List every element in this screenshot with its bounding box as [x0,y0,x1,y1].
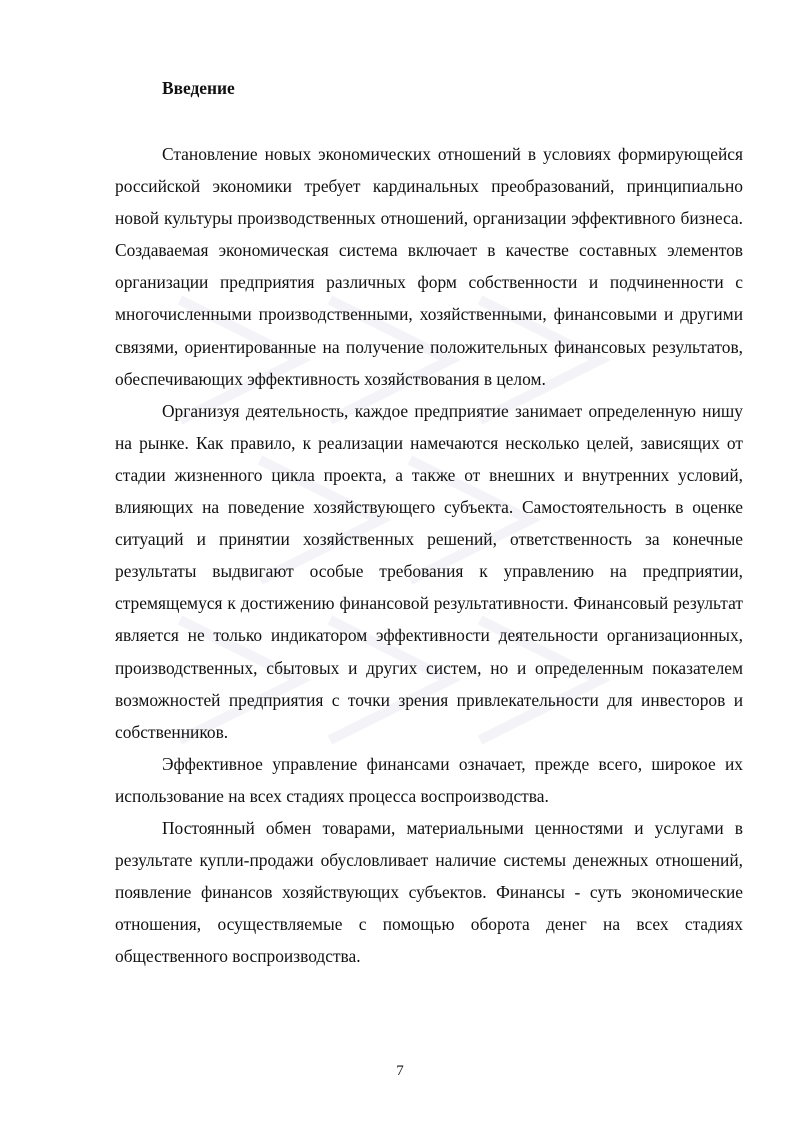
paragraph-1: Становление новых экономических отношений в условиях формирующейся российской экономики требует кардинальных преобразований, принципиально новой культуры производственных отношений, организации эффективного бизнеса. Создаваемая экономическая система включает в качестве составных элементов организации предприятия различных форм собственности и подчиненности с многочисленными производственными, хозяйственными, финансовыми и другими связями, ориентированные на получение положительных финансовых результатов, обеспечивающих эффективность хозяйствования в целом. [115,144,743,389]
paragraph-3: Эффективное управление финансами означает, прежде всего, широкое их использование на всех стадиях процесса воспроизводства. [115,753,743,806]
page-number: 7 [396,1063,404,1079]
section-heading: Введение [162,78,235,98]
paragraph-4: Постоянный обмен товарами, материальными ценностями и услугами в результате купли-продажи обусловливает наличие системы денежных отношений, появление финансов хозяйствующих субъектов. Финансы - суть экономические отношения, осуществляемые с помощью оборота денег на всех стадиях общественного воспроизводства. [115,817,743,967]
heading-spacer [115,102,743,138]
document-body [115,74,743,972]
paragraph-2: Организуя деятельность, каждое предприятие занимает определенную нишу на рынке. Как правило, к реализации намечаются несколько целей, зависящих от стадии жизненного цикла проекта, а также от внешних и внутренних условий, влияющих на поведение хозяйствующего субъекта. Самостоятельность в оценке ситуаций и принятии хозяйственных решений, ответственность за конечные результаты выдвигают особые требования к управлению на предприятии, стремящемуся к достижению финансовой результативности. Финансовый результат является не только индикатором эффективности деятельности организационных, производственных, сбытовых и других систем, но и определенным показателем возможностей предприятия с точки зрения привлекательности для инвесторов и собственников. [115,400,743,742]
